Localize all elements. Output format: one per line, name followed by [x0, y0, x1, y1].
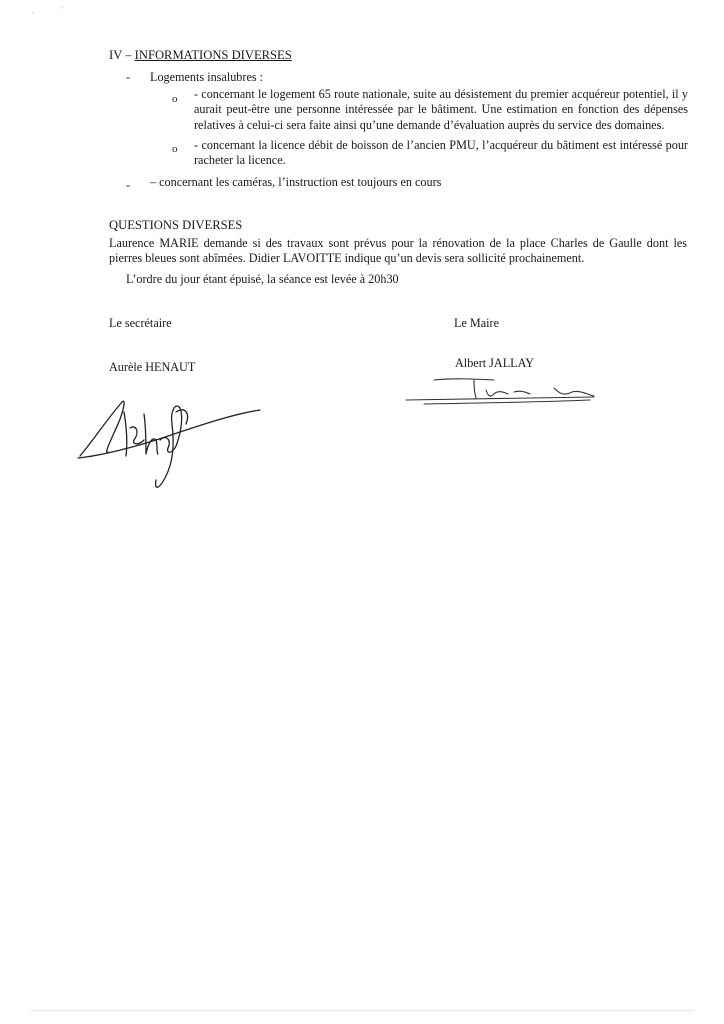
circle-bullet-icon: o [172, 143, 178, 155]
mayor-role: Le Maire [454, 316, 500, 330]
page-bottom-edge [30, 1010, 694, 1011]
questions-body: Laurence MARIE demande si des travaux sont prévus pour la rénovation de la place Charles de Gaulle dont les pierres bleues sont abîmées. Didier LAVOITTE indique qu’un devis sera sollicité prochainement. [109, 236, 687, 266]
mayor-signature-icon [404, 370, 600, 410]
list-dash: - [126, 70, 131, 84]
scan-mark: - [32, 8, 35, 16]
list-item-text: – concernant les caméras, l’instruction est toujours en cours [150, 175, 442, 189]
sub-item-paragraph: - concernant la licence débit de boisson de l’ancien PMU, l’acquéreur du bâtiment est intéressé pour racheter la licence. [194, 138, 688, 168]
section-heading [109, 48, 292, 63]
sub-item-paragraph: - concernant le logement 65 route nationale, suite au désistement du premier acquéreur potentiel, il y aurait peut-être une personne intéressée par le bâtiment. Une estimation en fonction des dépenses relatives à celui-ci sera faite ainsi qu’une demande d’évaluation auprès du service des domaines. [194, 87, 688, 132]
scan-mark: ' [62, 6, 64, 14]
mayor-name: Albert JALLAY [455, 356, 535, 370]
section-number: IV – [109, 48, 135, 62]
list-dash: - [126, 178, 131, 192]
circle-bullet-icon: o [172, 93, 178, 105]
secretary-signature-icon [74, 384, 264, 494]
secretary-name: Aurèle HENAUT [109, 360, 196, 374]
questions-heading: QUESTIONS DIVERSES [109, 218, 243, 232]
closing-statement: L’ordre du jour étant épuisé, la séance est levée à 20h30 [126, 272, 399, 286]
list-item-label: Logements insalubres : [150, 70, 264, 84]
section-title: INFORMATIONS DIVERSES [134, 48, 292, 62]
secretary-role: Le secrétaire [109, 316, 172, 330]
